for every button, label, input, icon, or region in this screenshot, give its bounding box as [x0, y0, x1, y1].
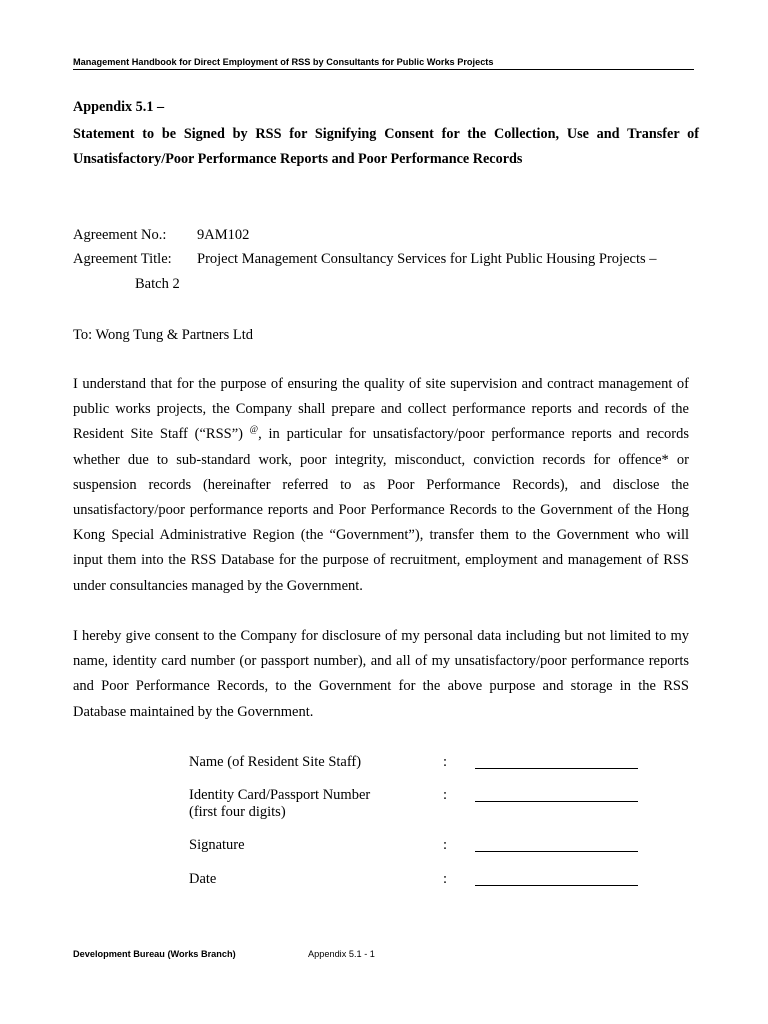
signature-label: Signature: [189, 837, 245, 853]
footnote-mark: @: [249, 424, 259, 435]
consent-paragraph: I hereby give consent to the Company for disclosure of my personal data including but not limited to my name, identity card number (or passport number), and all of my unsatisfactory/poor performance reports and Poor Performance Records, to the Government for the above purpose and storage in the RSS Database maintained by the Government.: [73, 628, 689, 720]
agreement-title-row: [73, 249, 657, 269]
agreement-title-label: Agreement Title:: [73, 251, 172, 267]
date-colon: :: [443, 871, 448, 887]
id-colon: :: [443, 787, 448, 803]
paragraph1-part1: I understand that for the purpose of ensuring the quality of site supervision and contract management of public works projects, the Company shall prepare and collect performance reports and records of the Resident Site Staff (“RSS”): [73, 376, 689, 443]
id-label: [189, 787, 419, 821]
id-label-line2: (first four digits): [189, 804, 286, 820]
agreement-number-row: [73, 225, 249, 245]
agreement-number-value: 9AM102: [197, 227, 250, 243]
id-label-line1: Identity Card/Passport Number: [189, 787, 371, 803]
running-header: Management Handbook for Direct Employment of RSS by Consultants for Public Works Projects: [73, 56, 694, 70]
signature-colon: :: [443, 837, 448, 853]
addressee: To: Wong Tung & Partners Ltd: [73, 327, 254, 343]
id-blank-line[interactable]: [475, 787, 638, 802]
agreement-number-label: Agreement No.:: [73, 227, 167, 243]
name-colon: :: [443, 754, 448, 770]
date-blank-line[interactable]: [475, 871, 638, 886]
signature-blank-line[interactable]: [475, 837, 638, 852]
document-title: Statement to be Signed by RSS for Signifying Consent for the Collection, Use and Transfer of Unsatisfactory/Poor Performance Reports and Poor Performance Records: [73, 126, 699, 167]
agreement-title-value: Project Management Consultancy Services for Light Public Housing Projects –: [197, 251, 657, 267]
understanding-paragraph: [73, 372, 689, 599]
agreement-title-continuation: Batch 2: [135, 276, 180, 292]
footer-page-ref: Appendix 5.1 - 1: [308, 949, 375, 959]
name-label: Name (of Resident Site Staff): [189, 754, 362, 770]
footer-department: Development Bureau (Works Branch): [73, 949, 236, 959]
paragraph1-part2: , in particular for unsatisfactory/poor performance reports and records whether due to sub-standard work, poor integrity, misconduct, conviction records for offence* or suspension records (hereinafter referred to as Poor Performance Records), and disclose the unsatisfactory/poor performance reports and Poor Performance Records to the Government of the Hong Kong Special Administrative Region (the “Government”), transfer them to the Government who will input them into the RSS Database for the purpose of recruitment, employment and management of RSS under consultancies managed by the Government.: [73, 426, 689, 594]
name-blank-line[interactable]: [475, 754, 638, 769]
date-label: Date: [189, 871, 217, 887]
appendix-label: Appendix 5.1 –: [73, 99, 165, 115]
